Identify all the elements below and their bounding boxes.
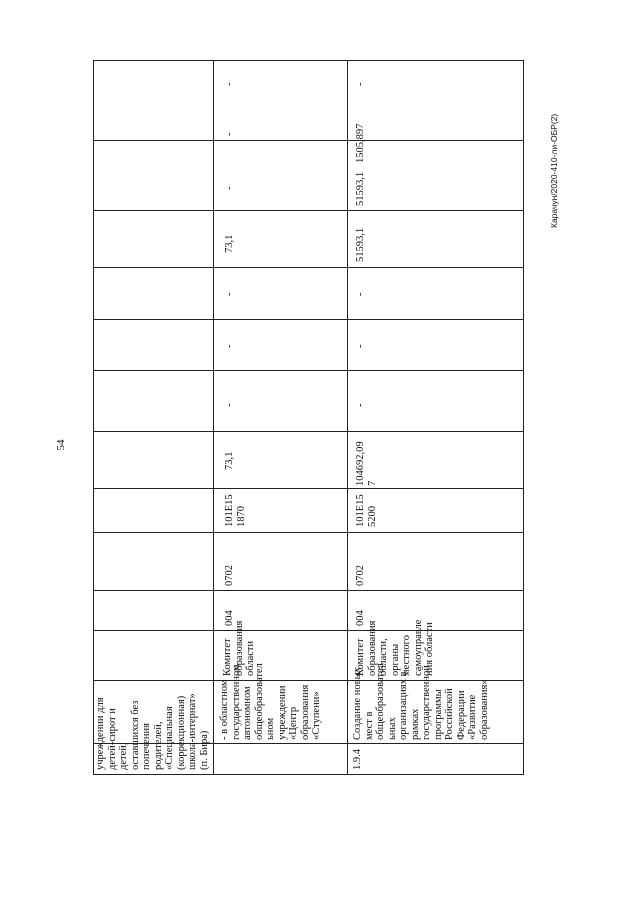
row3-executor: Комитет образования области, органы местного самоуправле ния области: [355, 619, 435, 676]
row2-c7: -: [224, 82, 235, 86]
row3-c3: -: [355, 292, 366, 296]
row3-c1: -: [355, 403, 366, 407]
row3-c4: 51593,1: [355, 227, 366, 262]
row3-c2: -: [355, 344, 366, 348]
row3-c7: -: [355, 82, 366, 86]
row2-c2: -: [224, 344, 235, 348]
row3-rzpr: 0702: [355, 565, 366, 586]
row2-c5: -: [224, 186, 235, 190]
side-label: Карачун/2020-410-ли-ОБР(2): [549, 113, 559, 228]
row3-name: Создание новых мест в общеобразовател ьных организациях в рамках государственной программы Российской Федерации «Развитие образования»: [352, 663, 490, 740]
row2-grbs: 004: [224, 610, 235, 626]
row1-name: учреждении для детей-сирот и детей, оставшихся без попечения родителей, «Специальная (коррекционная) школа-интернат» (п. Бира): [95, 693, 210, 770]
row2-name: - в областном государственном автономном общеобразовател ьном учреждении «Центр образования «Ступени»: [219, 663, 322, 740]
row3-num: 1.9.4: [352, 749, 363, 770]
row2-rzpr: 0702: [224, 565, 235, 586]
row2-c3: -: [224, 292, 235, 296]
row2-csr: 101Е15 1870: [224, 494, 247, 527]
row2-executor: Комитет образования области: [222, 620, 256, 676]
page-number: 54: [55, 439, 67, 451]
row2-c6: -: [224, 132, 235, 136]
row2-total: 73,1: [224, 451, 235, 470]
row2-c4: 73,1: [224, 234, 235, 253]
budget-table: [93, 60, 524, 775]
row3-grbs: 004: [355, 610, 366, 626]
row3-total: 104692,09 7: [355, 441, 378, 486]
row3-c6: 1505,897: [355, 123, 366, 163]
row3-c5: 51593,1: [355, 171, 366, 206]
row2-c1: -: [224, 403, 235, 407]
row3-csr: 101Е15 5200: [355, 494, 378, 527]
